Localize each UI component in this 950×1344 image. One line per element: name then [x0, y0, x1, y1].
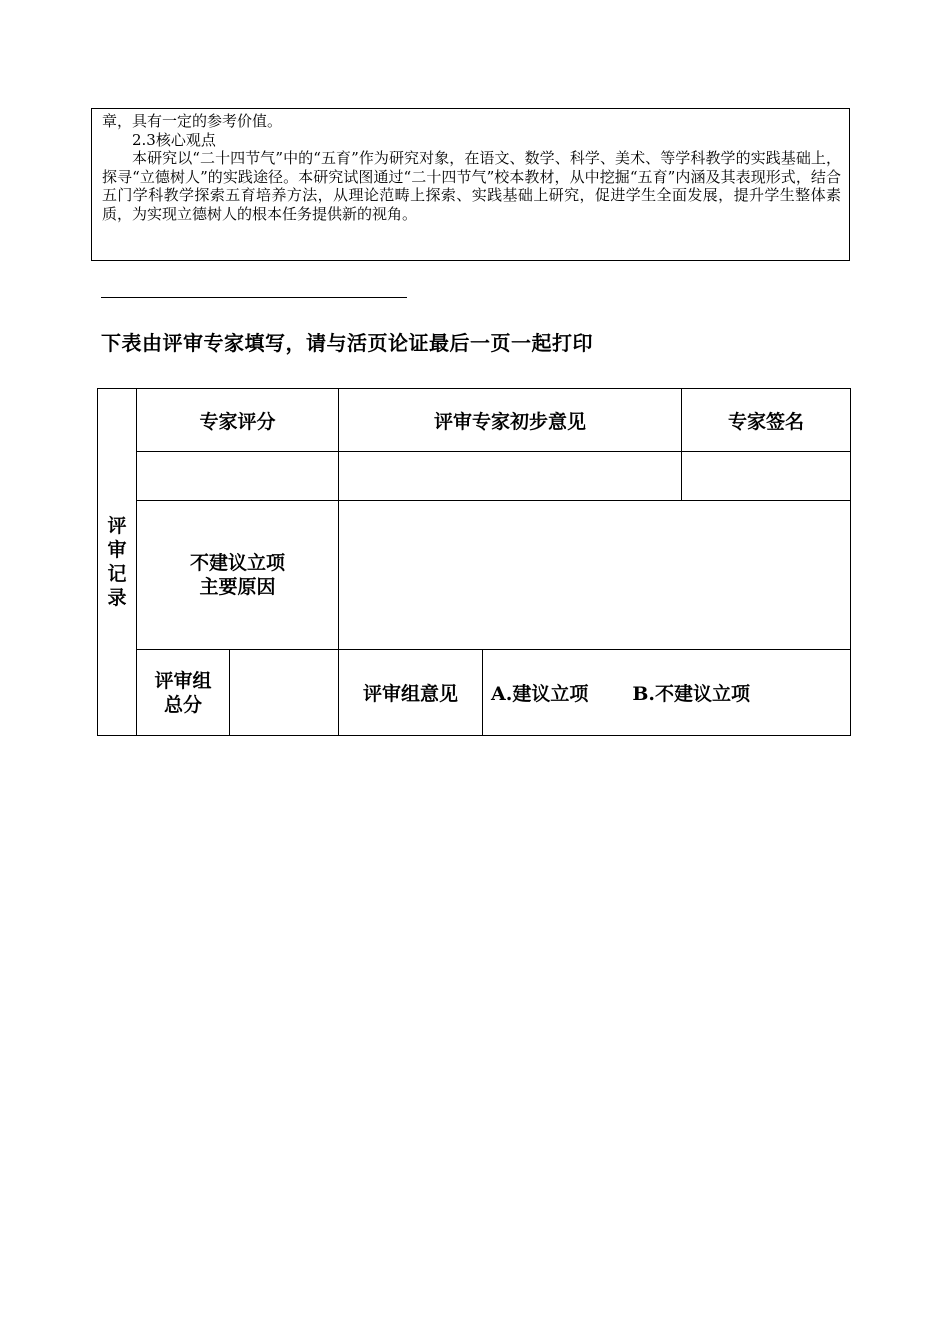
- section-heading: 2.3核心观点: [132, 130, 216, 149]
- reject-reason-cell[interactable]: [339, 501, 851, 650]
- header-expert-opinion: 评审专家初步意见: [339, 389, 682, 452]
- group-opinion-options: [483, 650, 851, 736]
- option-a[interactable]: A.建议立项: [491, 683, 589, 705]
- instruction-text: 下表由评审专家填写，请与活页论证最后一页一起打印: [101, 331, 593, 355]
- option-b[interactable]: B.不建议立项: [632, 683, 751, 705]
- expert-score-cell[interactable]: [137, 452, 339, 501]
- group-total-label: [137, 650, 230, 736]
- group-opinion-label: 评审组意见: [339, 650, 483, 736]
- core-viewpoint-paragraph: 本研究以“二十四节气”中的“五育”作为研究对象，在语文、数学、科学、美术、等学科教学的实践基础上，探寻“立德树人”的实践途径。本研究试图通过“二十四节气”校本教材，从中挖掘“五育”内涵及其表现形式，结合五门学科教学探索五育培养方法，从理论范畴上探索、实践基础上研究，促进学生全面发展，提升学生整体素质，为实现立德树人的根本任务提供新的视角。: [102, 149, 841, 223]
- research-text-box: [91, 108, 850, 261]
- reject-reason-label: [137, 501, 339, 650]
- group-total-score-cell[interactable]: [230, 650, 339, 736]
- review-record-side-label: [98, 389, 137, 736]
- expert-opinion-cell[interactable]: [339, 452, 682, 501]
- text-line-continuation: 章，具有一定的参考价值。: [102, 112, 283, 130]
- side-char: 评: [107, 515, 127, 537]
- header-expert-signature: 专家签名: [682, 389, 851, 452]
- group-total-line1: 评审组: [154, 669, 212, 692]
- header-expert-score: 专家评分: [137, 389, 339, 452]
- group-total-line2: 总分: [163, 693, 202, 716]
- divider-line: [101, 297, 407, 298]
- review-record-table: [97, 388, 851, 736]
- reject-reason-line1: 不建议立项: [190, 552, 286, 574]
- expert-signature-cell[interactable]: [682, 452, 851, 501]
- reject-reason-line2: 主要原因: [199, 576, 276, 598]
- side-char: 记: [107, 563, 127, 585]
- side-char: 审: [107, 539, 127, 561]
- side-char: 录: [107, 587, 127, 609]
